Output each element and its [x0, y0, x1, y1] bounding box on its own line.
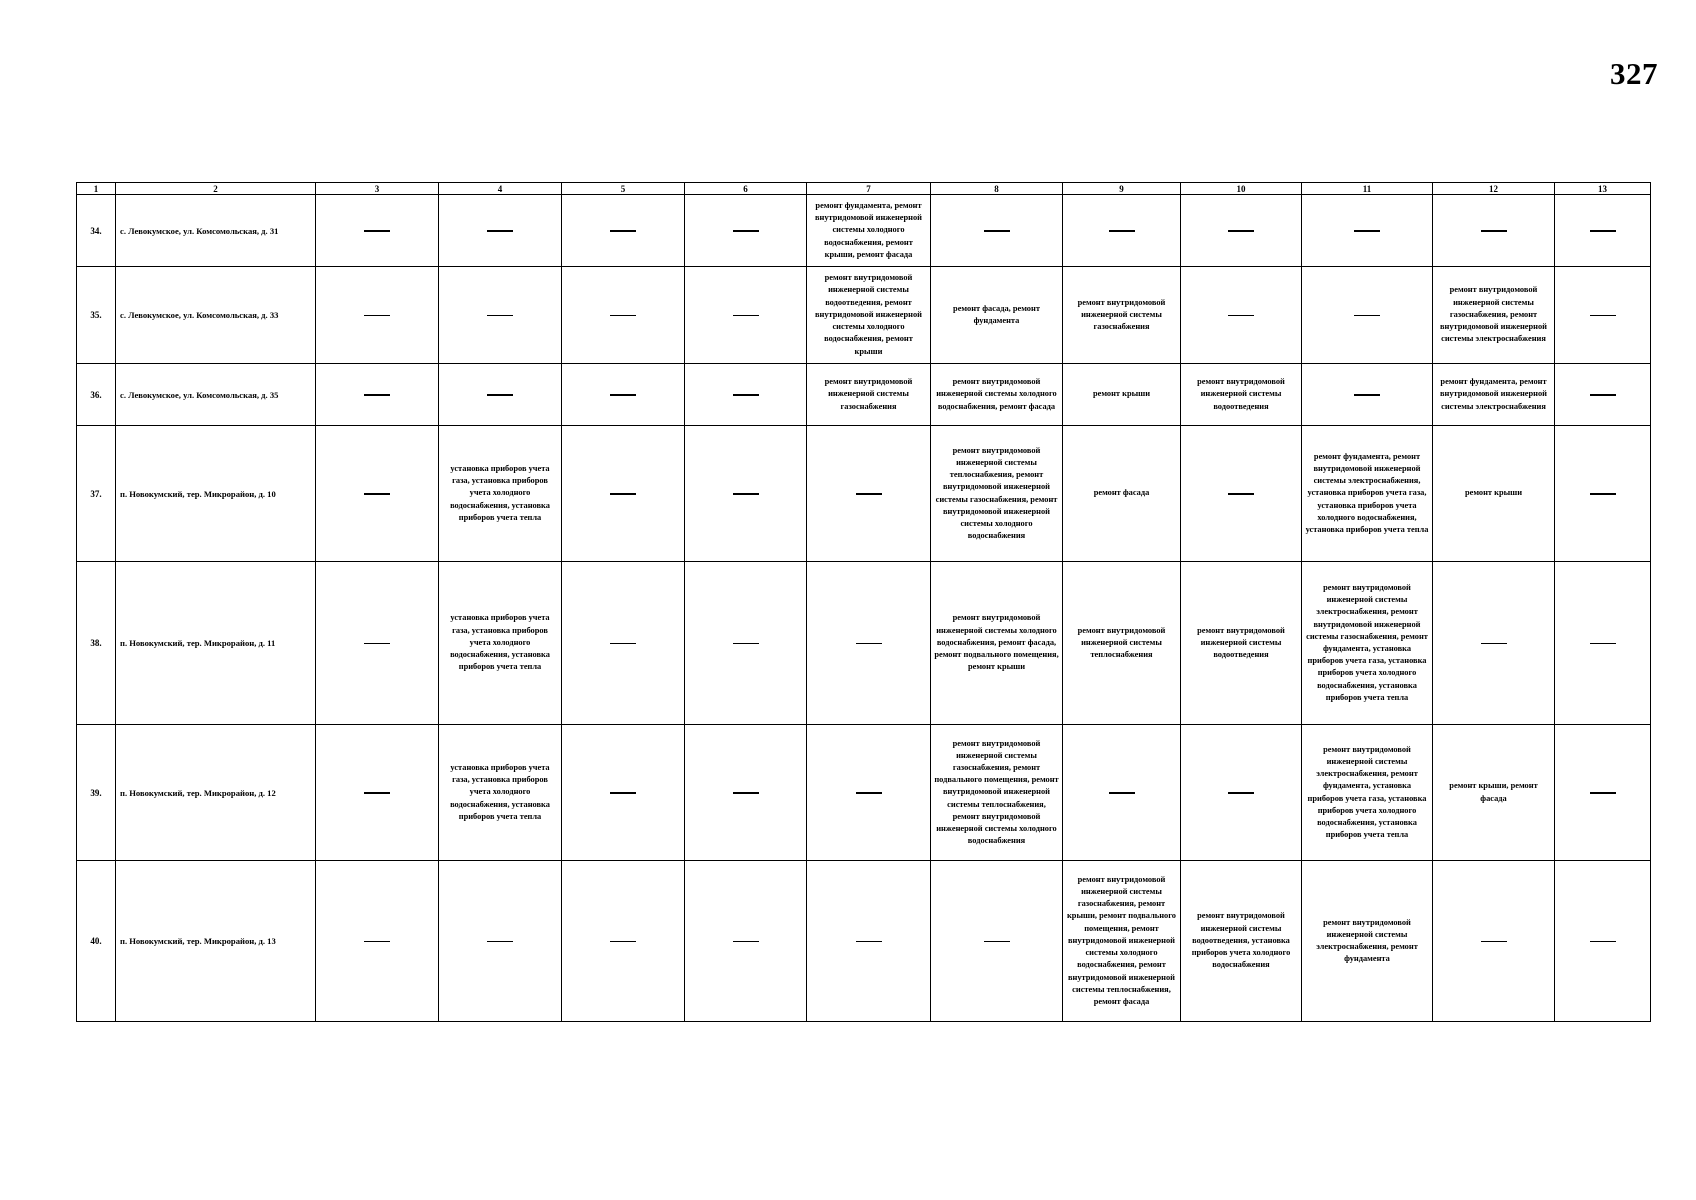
column-header: 13	[1555, 183, 1651, 195]
dash-mark	[1481, 643, 1507, 645]
column-header: 8	[931, 183, 1063, 195]
work-cell: установка приборов учета газа, установка приборов учета холодного водоснабжения, установка приборов учета тепла	[439, 426, 562, 562]
empty-cell	[439, 267, 562, 364]
column-header: 12	[1433, 183, 1555, 195]
dash-mark	[1109, 230, 1135, 232]
dash-mark	[364, 792, 390, 794]
address-cell: п. Новокумский, тер. Микрорайон, д. 13	[116, 861, 316, 1022]
address-cell: п. Новокумский, тер. Микрорайон, д. 12	[116, 725, 316, 861]
dash-mark	[364, 230, 390, 232]
work-cell: установка приборов учета газа, установка приборов учета холодного водоснабжения, установка приборов учета тепла	[439, 725, 562, 861]
address-cell: с. Левокумское, ул. Комсомольская, д. 31	[116, 195, 316, 267]
empty-cell	[1433, 195, 1555, 267]
table-row	[77, 364, 1651, 426]
empty-cell	[439, 195, 562, 267]
address-cell: с. Левокумское, ул. Комсомольская, д. 35	[116, 364, 316, 426]
empty-cell	[685, 861, 807, 1022]
work-cell: ремонт внутридомовой инженерной системы водоотведения, установка приборов учета холодного водоснабжения	[1181, 861, 1302, 1022]
dash-mark	[1590, 315, 1616, 317]
empty-cell	[1555, 426, 1651, 562]
row-number: 36.	[77, 364, 116, 426]
column-header: 3	[316, 183, 439, 195]
dash-mark	[1228, 315, 1254, 317]
work-cell: ремонт внутридомовой инженерной системы газоснабжения, ремонт подвального помещения, ремонт внутридомовой инженерной системы теплоснабжения, ремонт внутридомовой инженерной системы холодного водоснабжения	[931, 725, 1063, 861]
dash-mark	[984, 941, 1010, 943]
work-cell: ремонт внутридомовой инженерной системы теплоснабжения	[1063, 562, 1181, 725]
dash-mark	[610, 230, 636, 232]
work-cell: ремонт внутридомовой инженерной системы электроснабжения, ремонт фундамента	[1302, 861, 1433, 1022]
column-header: 1	[77, 183, 116, 195]
dash-mark	[1228, 493, 1254, 495]
dash-mark	[1228, 792, 1254, 794]
empty-cell	[1433, 861, 1555, 1022]
work-cell: ремонт внутридомовой инженерной системы холодного водоснабжения, ремонт фасада, ремонт подвального помещения, ремонт крыши	[931, 562, 1063, 725]
empty-cell	[562, 364, 685, 426]
address-cell: п. Новокумский, тер. Микрорайон, д. 10	[116, 426, 316, 562]
empty-cell	[1555, 861, 1651, 1022]
empty-cell	[685, 195, 807, 267]
work-cell: ремонт внутридомовой инженерной системы электроснабжения, ремонт фундамента, установка приборов учета газа, установка приборов учета холодного водоснабжения, установка приборов учета тепла	[1302, 725, 1433, 861]
empty-cell	[562, 562, 685, 725]
table-row	[77, 195, 1651, 267]
empty-cell	[807, 562, 931, 725]
dash-mark	[1109, 792, 1135, 794]
dash-mark	[1590, 792, 1616, 794]
page-number: 327	[1610, 56, 1658, 91]
work-cell: ремонт фасада, ремонт фундамента	[931, 267, 1063, 364]
dash-mark	[856, 643, 882, 645]
empty-cell	[439, 364, 562, 426]
empty-cell	[1555, 267, 1651, 364]
dash-mark	[610, 394, 636, 396]
dash-mark	[856, 493, 882, 495]
dash-mark	[1354, 315, 1380, 317]
empty-cell	[685, 562, 807, 725]
empty-cell	[807, 861, 931, 1022]
empty-cell	[931, 195, 1063, 267]
empty-cell	[439, 861, 562, 1022]
work-cell: ремонт внутридомовой инженерной системы теплоснабжения, ремонт внутридомовой инженерной системы газоснабжения, ремонт внутридомовой инженерной системы холодного водоснабжения	[931, 426, 1063, 562]
work-cell: ремонт крыши, ремонт фасада	[1433, 725, 1555, 861]
row-number: 37.	[77, 426, 116, 562]
work-cell: ремонт внутридомовой инженерной системы газоснабжения	[1063, 267, 1181, 364]
row-number: 34.	[77, 195, 116, 267]
empty-cell	[931, 861, 1063, 1022]
row-number: 38.	[77, 562, 116, 725]
empty-cell	[1555, 725, 1651, 861]
dash-mark	[1590, 493, 1616, 495]
empty-cell	[807, 426, 931, 562]
work-cell: ремонт фундамента, ремонт внутридомовой инженерной системы электроснабжения	[1433, 364, 1555, 426]
empty-cell	[562, 725, 685, 861]
dash-mark	[364, 493, 390, 495]
column-number-row	[77, 183, 1651, 195]
empty-cell	[562, 195, 685, 267]
empty-cell	[1181, 426, 1302, 562]
table-row	[77, 725, 1651, 861]
dash-mark	[610, 493, 636, 495]
dash-mark	[610, 643, 636, 645]
dash-mark	[364, 394, 390, 396]
empty-cell	[1555, 195, 1651, 267]
table-row	[77, 562, 1651, 725]
dash-mark	[856, 941, 882, 943]
dash-mark	[364, 315, 390, 317]
empty-cell	[1063, 725, 1181, 861]
empty-cell	[1181, 195, 1302, 267]
work-cell: ремонт фасада	[1063, 426, 1181, 562]
work-cell: ремонт внутридомовой инженерной системы газоснабжения	[807, 364, 931, 426]
empty-cell	[562, 426, 685, 562]
dash-mark	[1228, 230, 1254, 232]
table-body	[77, 195, 1651, 1022]
table-header	[77, 183, 1651, 195]
column-header: 9	[1063, 183, 1181, 195]
empty-cell	[316, 195, 439, 267]
work-cell: ремонт крыши	[1433, 426, 1555, 562]
dash-mark	[487, 394, 513, 396]
row-number: 35.	[77, 267, 116, 364]
dash-mark	[1481, 941, 1507, 943]
empty-cell	[1181, 725, 1302, 861]
table-row	[77, 861, 1651, 1022]
empty-cell	[1555, 364, 1651, 426]
dash-mark	[733, 643, 759, 645]
dash-mark	[487, 315, 513, 317]
column-header: 4	[439, 183, 562, 195]
column-header: 7	[807, 183, 931, 195]
work-cell: ремонт внутридомовой инженерной системы газоснабжения, ремонт внутридомовой инженерной системы электроснабжения	[1433, 267, 1555, 364]
empty-cell	[316, 426, 439, 562]
empty-cell	[1302, 364, 1433, 426]
empty-cell	[685, 364, 807, 426]
work-cell: ремонт внутридомовой инженерной системы водоотведения, ремонт внутридомовой инженерной системы холодного водоснабжения, ремонт крыши	[807, 267, 931, 364]
dash-mark	[1354, 394, 1380, 396]
dash-mark	[733, 394, 759, 396]
empty-cell	[1555, 562, 1651, 725]
row-number: 39.	[77, 725, 116, 861]
work-cell: ремонт внутридомовой инженерной системы холодного водоснабжения, ремонт фасада	[931, 364, 1063, 426]
empty-cell	[1302, 267, 1433, 364]
dash-mark	[610, 792, 636, 794]
empty-cell	[1063, 195, 1181, 267]
dash-mark	[1590, 643, 1616, 645]
dash-mark	[364, 941, 390, 943]
column-header: 6	[685, 183, 807, 195]
empty-cell	[316, 364, 439, 426]
work-cell: ремонт внутридомовой инженерной системы водоотведения	[1181, 364, 1302, 426]
column-header: 10	[1181, 183, 1302, 195]
empty-cell	[685, 426, 807, 562]
work-cell: ремонт фундамента, ремонт внутридомовой инженерной системы электроснабжения, установка приборов учета газа, установка приборов учета холодного водоснабжения, установка приборов учета тепла	[1302, 426, 1433, 562]
work-cell: ремонт фундамента, ремонт внутридомовой инженерной системы холодного водоснабжения, ремонт крыши, ремонт фасада	[807, 195, 931, 267]
empty-cell	[1181, 267, 1302, 364]
dash-mark	[610, 315, 636, 317]
empty-cell	[1302, 195, 1433, 267]
column-header: 2	[116, 183, 316, 195]
work-cell: ремонт внутридомовой инженерной системы водоотведения	[1181, 562, 1302, 725]
dash-mark	[1590, 394, 1616, 396]
repair-schedule-table	[76, 182, 1651, 1022]
dash-mark	[487, 941, 513, 943]
column-header: 5	[562, 183, 685, 195]
dash-mark	[733, 941, 759, 943]
empty-cell	[562, 861, 685, 1022]
empty-cell	[562, 267, 685, 364]
address-cell: с. Левокумское, ул. Комсомольская, д. 33	[116, 267, 316, 364]
work-cell: установка приборов учета газа, установка приборов учета холодного водоснабжения, установка приборов учета тепла	[439, 562, 562, 725]
empty-cell	[316, 861, 439, 1022]
table-row	[77, 267, 1651, 364]
dash-mark	[733, 315, 759, 317]
dash-mark	[610, 941, 636, 943]
dash-mark	[364, 643, 390, 645]
dash-mark	[733, 230, 759, 232]
dash-mark	[1590, 230, 1616, 232]
dash-mark	[733, 493, 759, 495]
table-row	[77, 426, 1651, 562]
dash-mark	[1354, 230, 1380, 232]
row-number: 40.	[77, 861, 116, 1022]
column-header: 11	[1302, 183, 1433, 195]
empty-cell	[807, 725, 931, 861]
work-cell: ремонт внутридомовой инженерной системы электроснабжения, ремонт внутридомовой инженерной системы газоснабжения, ремонт фундамента, установка приборов учета газа, установка приборов учета холодного водоснабжения, установка приборов учета тепла	[1302, 562, 1433, 725]
empty-cell	[685, 267, 807, 364]
dash-mark	[984, 230, 1010, 232]
dash-mark	[487, 230, 513, 232]
empty-cell	[316, 562, 439, 725]
dash-mark	[733, 792, 759, 794]
dash-mark	[1590, 941, 1616, 943]
empty-cell	[685, 725, 807, 861]
empty-cell	[1433, 562, 1555, 725]
work-cell: ремонт крыши	[1063, 364, 1181, 426]
empty-cell	[316, 725, 439, 861]
dash-mark	[1481, 230, 1507, 232]
work-cell: ремонт внутридомовой инженерной системы газоснабжения, ремонт крыши, ремонт подвального помещения, ремонт внутридомовой инженерной системы холодного водоснабжения, ремонт внутридомовой инженерной системы теплоснабжения, ремонт фасада	[1063, 861, 1181, 1022]
dash-mark	[856, 792, 882, 794]
empty-cell	[316, 267, 439, 364]
address-cell: п. Новокумский, тер. Микрорайон, д. 11	[116, 562, 316, 725]
